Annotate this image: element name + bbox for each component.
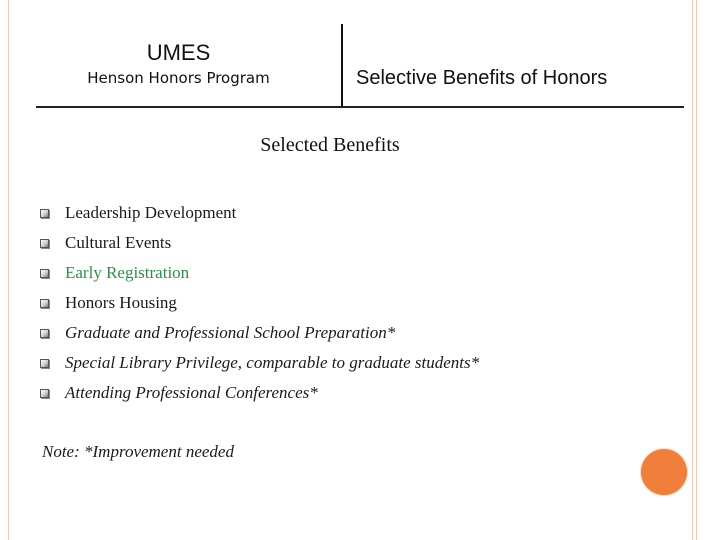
checkbox-bullet-icon — [40, 239, 49, 248]
checkbox-bullet-icon — [40, 209, 49, 218]
right-frame-line-inner — [696, 0, 697, 540]
footnote: Note: *Improvement needed — [42, 442, 234, 461]
header-vertical-divider — [341, 24, 343, 108]
benefit-label: Graduate and Professional School Preparation* — [65, 323, 396, 342]
orange-circle-decoration — [641, 449, 687, 495]
checkbox-bullet-icon — [40, 359, 49, 368]
org-name: UMES — [146, 40, 211, 65]
benefit-list — [40, 198, 479, 408]
benefit-label: Special Library Privilege, comparable to graduate students* — [65, 353, 480, 372]
checkbox-bullet-icon — [40, 329, 49, 338]
list-item — [40, 318, 479, 348]
benefit-label: Honors Housing — [65, 293, 177, 312]
list-item — [40, 378, 479, 408]
checkbox-bullet-icon — [40, 269, 49, 278]
header-horizontal-rule — [36, 106, 684, 108]
benefit-label: Leadership Development — [65, 203, 237, 222]
header-left-block — [36, 40, 321, 88]
benefit-label: Cultural Events — [65, 233, 172, 252]
list-item — [40, 258, 479, 288]
slide-topic: Selective Benefits of Honors — [356, 67, 608, 89]
program-name: Henson Honors Program — [87, 69, 270, 87]
list-item — [40, 348, 479, 378]
benefit-label: Attending Professional Conferences* — [65, 383, 318, 402]
right-frame-line — [692, 0, 693, 540]
left-frame-line — [8, 0, 9, 540]
checkbox-bullet-icon — [40, 389, 49, 398]
checkbox-bullet-icon — [40, 299, 49, 308]
list-item — [40, 228, 479, 258]
list-item — [40, 288, 479, 318]
list-item — [40, 198, 479, 228]
benefit-label: Early Registration — [65, 263, 190, 282]
section-title: Selected Benefits — [260, 134, 400, 156]
